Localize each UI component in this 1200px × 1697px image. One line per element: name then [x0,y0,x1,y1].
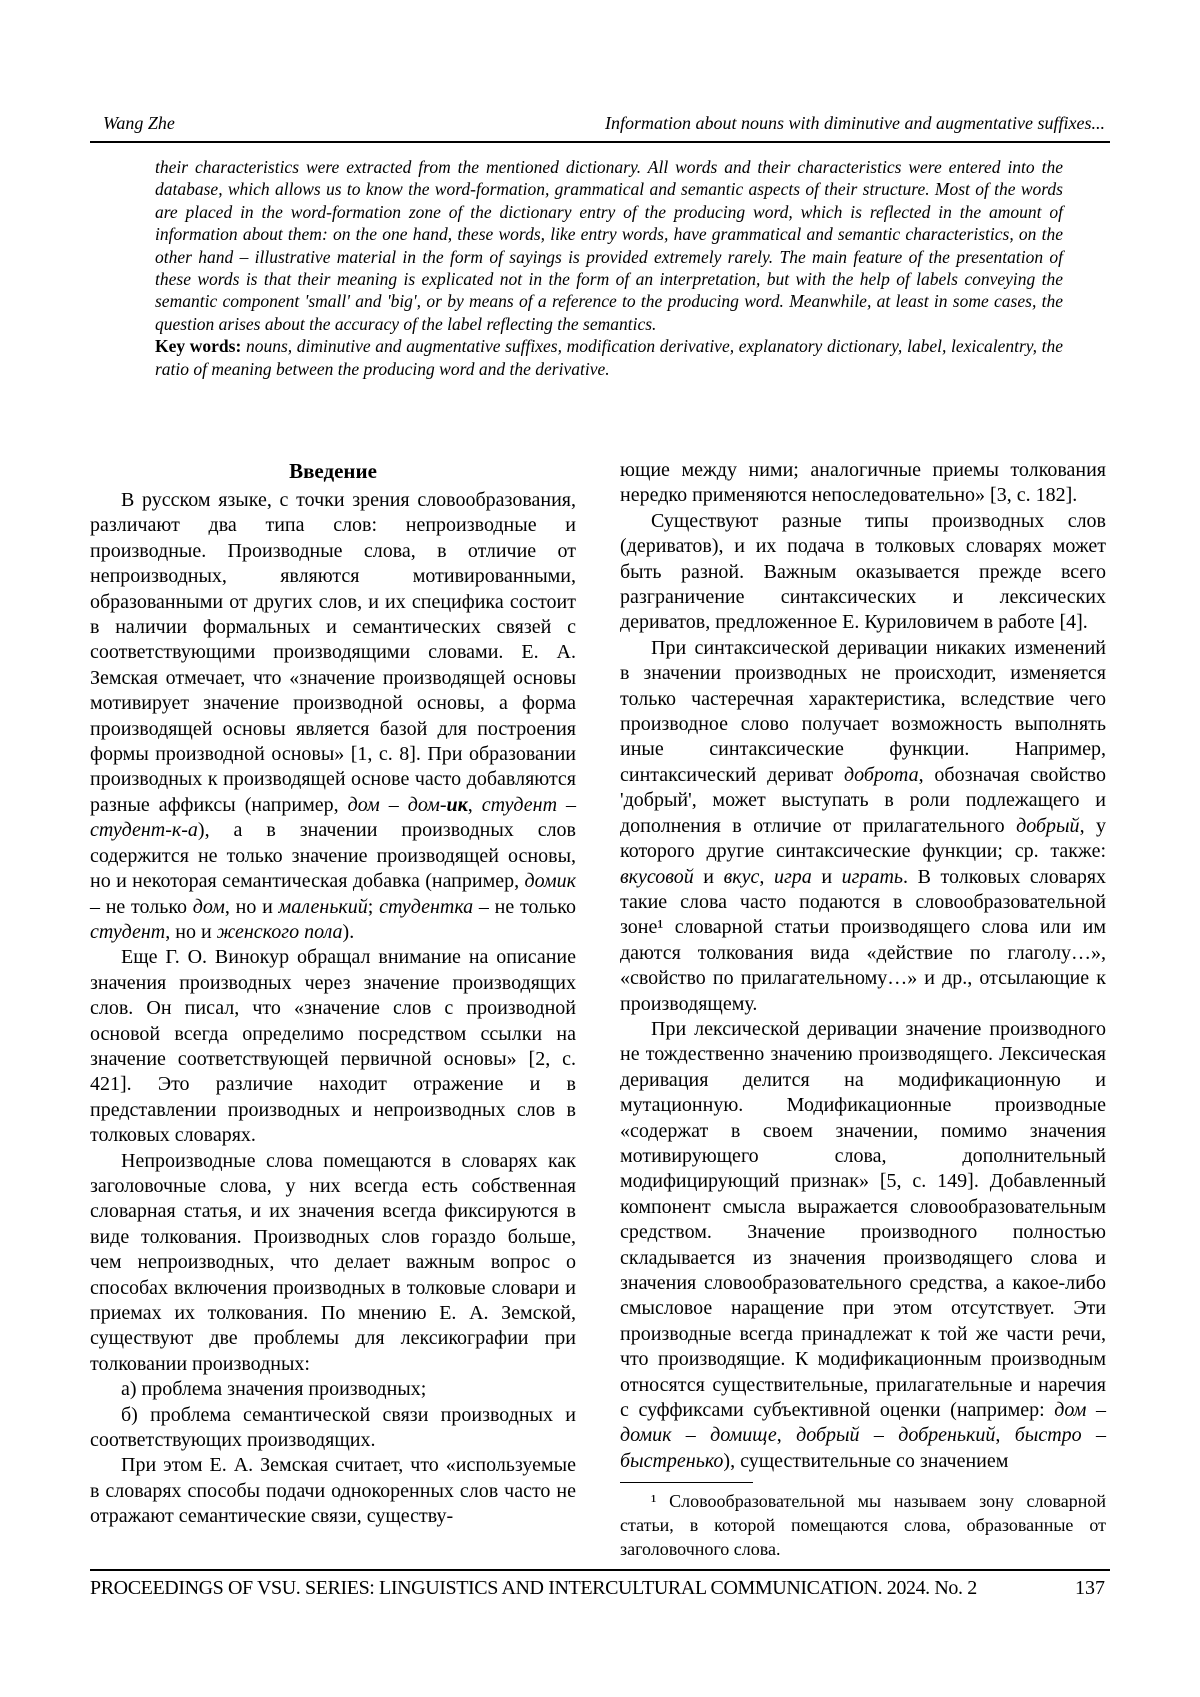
paragraph: В русском языке, с точки зрения словообразования, различают два типа слов: непроизводные и производные. Производные слова, в отличие от непроизводных, являются мотивированными, образованными от других слов, и их специфика состоит в наличии формальных и семантических связей с соответствующими производящими словами. Е. А. Земская отмечает, что «значение производящей основы мотивирует значение производной основы, а форма производящей основы является базой для построения формы производной основы» [1, с. 8]. При образовании производных к производящей основе часто добавляются разные аффиксы (например, дом – дом-ик, студент – студент-к-а), а в значении производных слов содержится не только значение производящей основы, но и некоторая семантическая добавка (например, домик – не только дом, но и маленький; студентка – не только студент, но и женского пола). [90,489,577,943]
journal-line: PROCEEDINGS OF VSU. SERIES: LINGUISTICS AND INTERCULTURAL COMMUNICATION. 2024. No. 2 [90,1577,977,1599]
paragraph: ющие между ними; аналогичные приемы толкования нередко применяются непоследовательно» [3, с. 182]. [620,459,1106,507]
abstract-text: their characteristics were extracted from the mentioned dictionary. All words and their characteristics were entered into the database, which allows us to know the word-formation, grammatical and semantic aspects of their structure. Most of the words are placed in the word-formation zone of the dictionary entry of the producing word, which is reflected in the amount of information about them: on the one hand, these words, like entry words, have grammatical and semantic characteristics, on the other hand – illustrative material in the form of sayings is provided extremely rarely. The main feature of the presentation of these words is that their meaning is explicated not in the form of an interpretation, but with the help of labels conveying the semantic component 'small' and 'big', or by means of a reference to the producing word. Meanwhile, at least in some cases, the question arises about the accuracy of the label reflecting the semantics. [155,157,1063,334]
two-column-body [90,458,1106,1561]
right-column [620,458,1106,1561]
paragraph: Непроизводные слова помещаются в словарях как заголовочные слова, у них всегда есть собственная словарная статья, и их значения всегда фиксируются в виде толкования. Производных слов гораздо больше, чем непроизводных, что делает важным вопрос о способах включения производных в толковые словари и приемах их толкования. По мнению Е. А. Земской, существуют две проблемы для лексикографии при толковании производных: [90,1149,576,1375]
list-item-b: б) проблема семантической связи производных и соответствующих производящих. [90,1403,576,1452]
footer-rule [90,1569,1110,1571]
section-title: Введение [289,459,377,483]
footnote-rule [620,1482,753,1483]
footnote-text: ¹ Словообразовательной мы называем зону словарной статьи, в которой помещаются слова, образованные от заголовочного слова. [620,1491,1106,1560]
footnote-block [620,1482,1106,1561]
keywords-line: Key words: nouns, diminutive and augmentative suffixes, modification derivative, explanatory dictionary, label, lexicalentry, the ratio of meaning between the producing word and the derivative. [155,336,1063,379]
abstract-block [155,156,1063,380]
paragraph: Существуют разные типы производных слов (дериватов), и их подача в толковых словарях может быть разной. Важным оказывается прежде всего разграничение синтаксических и лексических дериватов, предложенное Е. Куриловичем в работе [4]. [620,509,1106,634]
running-head-author: Wang Zhe [103,113,175,133]
running-head [103,112,1105,134]
paragraph: Еще Г. О. Винокур обращал внимание на описание значения производных через значение производящих слов. Он писал, что «значение слов с производной основой всегда определимо посредством ссылки на значение соответствующей первичной основы» [2, с. 421]. Это различие находит отражение и в представлении производных и непроизводных слов в толковых словарях. [90,946,576,1147]
paragraph: При лексической деривации значение производного не тождественно значению производящего. Лексическая деривация делится на модификационную и мутационную. Модификационные производные «содержат в своем значении, помимо значения мотивирующего слова, дополнительный модифицирующий признак» [5, с. 149]. Добавленный компонент смысла выражается словообразовательным средством. Значение производного полностью складывается из значения производящего слова и значения словообразовательного средства, а какое-либо смысловое наращение при этом отсутствует. Эти производные всегда принадлежат к той же части речи, что производящие. К модификационным производным относятся существительные, прилагательные и наречия с суффиксами субъективной оценки (например: дом – домик – домище, добрый – добренький, быстро – быстренько), существительные со значением [620,1017,1107,1472]
paragraph: При синтаксической деривации никаких изменений в значении производных не происходит, изменяется только частеречная характеристика, вследствие чего производное слово получает возможность выполнять иные синтаксические функции. Например, синтаксический дериват доброта, обозначая свойство 'добрый', может выступать в роли подлежащего и дополнения в отличие от прилагательного добрый, у которого другие синтаксические функции; ср. также: вкусовой и вкус, игра и играть. В толковых словарях такие слова часто подаются в словообразовательной зоне¹ словарной статьи производящего слова или им даются толкования вида «действие по глаголу…», «свойство по прилагательному…» и др., отсылающие к производящему. [620,636,1107,1015]
page-footer [90,1576,1105,1600]
running-head-title: Information about nouns with diminutive and augmentative suffixes... [605,113,1105,133]
paragraph: При этом Е. А. Земская считает, что «используемые в словарях способы подачи однокоренных слов часто не отражают семантические связи, существу- [90,1454,576,1528]
page-number: 137 [1075,1577,1105,1599]
left-column [90,458,576,1561]
header-rule [90,141,1110,143]
list-item-a: а) проблема значения производных; [121,1378,427,1401]
